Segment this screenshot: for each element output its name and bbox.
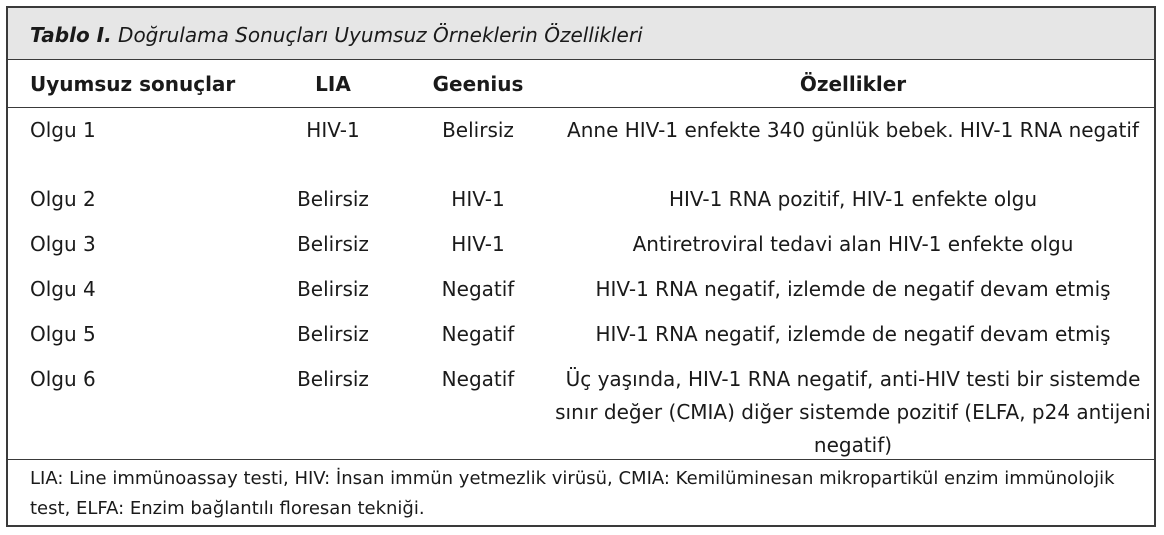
- header-cases: Uyumsuz sonuçlar: [30, 72, 236, 96]
- cell-geenius: HIV-1: [451, 187, 505, 211]
- table-title-bar: [8, 8, 1154, 60]
- cell-features: Anne HIV-1 enfekte 340 günlük bebek. HIV-1 RNA negatif: [567, 118, 1139, 142]
- header-lia: LIA: [315, 72, 351, 96]
- cell-geenius: Negatif: [441, 322, 515, 346]
- cell-features: HIV-1 RNA negatif, izlemde de negatif devam etmiş: [595, 322, 1111, 346]
- cell-case: Olgu 3: [30, 232, 96, 256]
- table-title: [30, 23, 643, 47]
- cell-lia: Belirsiz: [297, 187, 369, 211]
- cell-lia: Belirsiz: [297, 322, 369, 346]
- header-geenius: Geenius: [432, 72, 524, 96]
- cell-geenius: Negatif: [441, 277, 515, 301]
- table-caption: Doğrulama Sonuçları Uyumsuz Örneklerin Özellikleri: [118, 23, 643, 47]
- cell-case: Olgu 5: [30, 322, 96, 346]
- cell-geenius: Belirsiz: [442, 118, 514, 142]
- table-number: Tablo I.: [30, 23, 112, 47]
- cell-case: Olgu 6: [30, 367, 96, 391]
- table-header-row: [8, 60, 1154, 108]
- footnote-divider: [8, 459, 1154, 460]
- cell-case: Olgu 2: [30, 187, 96, 211]
- cell-features: HIV-1 RNA negatif, izlemde de negatif devam etmiş: [595, 277, 1111, 301]
- cell-geenius: HIV-1: [451, 232, 505, 256]
- cell-lia: Belirsiz: [297, 232, 369, 256]
- cell-features: HIV-1 RNA pozitif, HIV-1 enfekte olgu: [668, 187, 1038, 211]
- cell-lia: Belirsiz: [297, 277, 369, 301]
- cell-features: Üç yaşında, HIV-1 RNA negatif, anti-HIV testi bir sistemde sınır değer (CMIA) diğer sistemde pozitif (ELFA, p24 antijeni negatif): [555, 367, 1151, 457]
- table-frame: [6, 6, 1156, 527]
- cell-geenius: Negatif: [441, 367, 515, 391]
- table-footnote: LIA: Line immünoassay testi, HIV: İnsan immün yetmezlik virüsü, CMIA: Kemilüminesan mikropartikül enzim immünolojik test, ELFA: Enzim bağlantılı floresan tekniği.: [30, 468, 1115, 519]
- cell-lia: HIV-1: [306, 118, 360, 142]
- cell-features: Antiretroviral tedavi alan HIV-1 enfekte olgu: [632, 232, 1074, 256]
- header-features: Özellikler: [799, 72, 907, 96]
- cell-case: Olgu 4: [30, 277, 96, 301]
- cell-lia: Belirsiz: [297, 367, 369, 391]
- cell-case: Olgu 1: [30, 118, 96, 142]
